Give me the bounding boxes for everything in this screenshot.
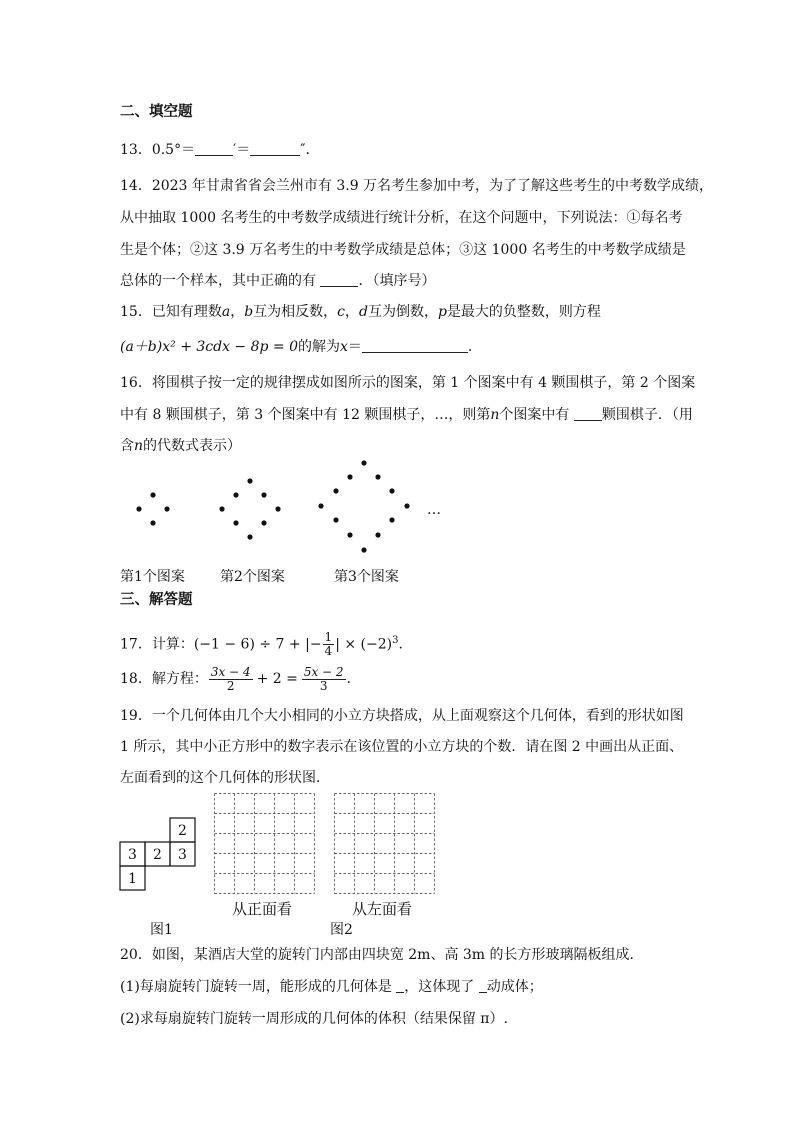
q14-blank-answer[interactable]	[320, 272, 358, 287]
q14-last-prefix: 总体的一个样本，其中正确的有	[120, 273, 316, 289]
q15-l1-b: 互为相反数，	[253, 304, 338, 320]
stone	[404, 503, 409, 508]
cell-count: 2	[153, 847, 162, 863]
q18-num-1: 3x − 4	[210, 664, 251, 679]
stone	[347, 474, 352, 479]
stone	[389, 517, 394, 522]
q15-line-2	[120, 337, 482, 357]
q17-frac-num: 1	[324, 630, 333, 645]
q15-end: ．	[467, 339, 482, 355]
figure-1-caption: 图1	[150, 922, 173, 938]
q17-expr-b: | × (−2)	[335, 636, 393, 653]
stone	[219, 506, 224, 511]
stone	[261, 520, 266, 525]
q18-end: ．	[346, 671, 361, 687]
stone	[333, 517, 338, 522]
stone	[375, 532, 380, 537]
q15-var-d: d	[359, 304, 368, 320]
q15-line-1	[120, 302, 601, 322]
stone	[333, 488, 338, 493]
q17-end: ．	[398, 636, 413, 653]
q16-line-2	[120, 405, 693, 425]
q15-var-b: b	[244, 304, 254, 320]
section-heading-solve: 三、解答题	[120, 592, 193, 608]
q16-line-3	[120, 436, 241, 456]
cell-count: 1	[128, 871, 137, 887]
q20-line-1: 20．如图，某酒店大堂的旋转门内部由四块宽 2m、高 3m 的长方形玻璃隔板组成．	[120, 947, 644, 963]
q16-l2-b: 个图案中有	[499, 407, 570, 423]
q16-line-1: 16．将围棋子按一定的规律摆成如图所示的图案，第 1 个图案中有 4 颗围棋子，第 2 个图案	[120, 375, 696, 391]
q13-prefix: 13．0.5°＝	[120, 142, 196, 158]
q15-var-a: a	[221, 304, 231, 320]
q14-line-4	[120, 271, 435, 291]
pattern-caption-3: 第3个图案	[334, 569, 399, 585]
stone	[389, 488, 394, 493]
figure-1-top-view	[118, 817, 218, 897]
q14-line-2: 从中抽取 1000 名考生的中考数学成绩进行统计分析，在这个问题中，下列说法：①每名考	[120, 210, 683, 226]
q17-expr-a: (−1 − 6) ÷ 7 + |−	[193, 636, 322, 653]
q19-line-3: 左面看到的这个几何体的形状图．	[120, 770, 330, 786]
q16-l3-a: 含	[120, 438, 134, 454]
stone	[150, 492, 155, 497]
q13-minute-mark: ′＝	[233, 142, 251, 158]
section-heading-fill-blank: 二、填空题	[120, 104, 193, 120]
front-view-grid[interactable]	[214, 793, 315, 894]
cell-count: 3	[178, 847, 187, 863]
stone	[375, 474, 380, 479]
q13-second-mark: ″．	[300, 142, 320, 158]
q16-var-n: n	[490, 407, 500, 423]
cell-count: 3	[128, 847, 137, 863]
q15-l1-c: 互为倒数，	[367, 304, 438, 320]
stone	[164, 506, 169, 511]
q15-equation: (a＋b)x² + 3cdx − 8p = 0	[120, 339, 299, 355]
pattern-caption-1: 第1个图案	[120, 569, 185, 585]
question-18	[120, 664, 361, 694]
stone	[247, 534, 252, 539]
stone	[247, 478, 252, 483]
stone	[361, 547, 366, 552]
q17-fraction	[323, 631, 335, 658]
q20-l2-b: ，这体现了	[404, 979, 475, 995]
q16-var-n-2: n	[134, 438, 144, 454]
q18-prefix: 18．解方程：	[120, 671, 208, 687]
stone	[233, 520, 238, 525]
q20-line-3: (2)求每扇旋转门旋转一周形成的几何体的体积（结果保留 π）.	[120, 1011, 508, 1027]
question-13	[120, 140, 320, 160]
q20-l2-a: (1)每扇旋转门旋转一周，能形成的几何体是	[120, 979, 392, 995]
q17-exponent: 3	[392, 635, 399, 646]
q15-eq-sign: ＝	[347, 339, 362, 355]
q15-sep-1: ，	[230, 304, 245, 320]
q14-line-3: 生是个体；②这 3.9 万名考生的中考数学成绩是总体；③这 1000 名考生的中考数学成绩是	[120, 242, 686, 258]
q16-l3-b: 的代数式表示）	[143, 438, 242, 454]
q16-l2-a: 中有 8 颗围棋子，第 3 个图案中有 12 颗围棋子，…，则第	[120, 407, 491, 423]
q13-blank-minutes[interactable]	[195, 141, 233, 156]
q15-l1-d: 是最大的负整数，则方程	[446, 304, 601, 320]
q19-line-1: 19．一个几何体由几个大小相同的小立方块搭成，从上面观察这个几何体，看到的形状如图	[120, 708, 684, 724]
q15-l2-mid: 的解为	[298, 339, 341, 355]
q15-l1-a: 15．已知有理数	[120, 304, 222, 320]
q20-line-2	[120, 977, 543, 997]
stone	[261, 492, 266, 497]
stone	[318, 503, 323, 508]
q17-prefix: 17．计算：	[120, 636, 194, 653]
q18-fraction-right	[302, 666, 346, 693]
q15-sep-2: ，	[345, 304, 359, 320]
stone	[136, 506, 141, 511]
q15-var-p: p	[437, 304, 447, 320]
stone	[233, 492, 238, 497]
q14-last-suffix: ．（填序号）	[358, 273, 436, 289]
q14-line-1: 14．2023 年甘肃省省会兰州市有 3.9 万名考生参加中考，为了了解这些考生的中考数学成绩，	[120, 178, 714, 194]
q15-var-c: c	[337, 304, 345, 320]
q19-line-2: 1 所示，其中小正方形中的数字表示在该位置的小立方块的个数．请在图 2 中画出从正面、	[120, 739, 684, 755]
q20-blank-motion[interactable]	[479, 978, 487, 993]
question-17	[120, 626, 413, 659]
q17-frac-den: 4	[324, 644, 333, 659]
stone	[150, 520, 155, 525]
q16-blank-answer[interactable]	[574, 406, 602, 421]
q18-fraction-left	[209, 666, 253, 693]
q15-blank-answer[interactable]	[362, 338, 468, 353]
left-view-label: 从左面看	[352, 900, 413, 918]
q20-l2-c: 动成体；	[486, 979, 543, 995]
stone	[275, 506, 280, 511]
pattern-ellipsis: …	[427, 502, 441, 518]
q15-var-x: x	[340, 339, 348, 355]
stone	[347, 532, 352, 537]
left-view-grid[interactable]	[334, 793, 435, 894]
pattern-caption-2: 第2个图案	[220, 569, 285, 585]
front-view-label: 从正面看	[232, 900, 293, 918]
q18-mid: + 2 =	[256, 671, 298, 687]
q13-blank-seconds[interactable]	[250, 141, 300, 156]
q16-l2-c: 颗围棋子．（用	[601, 407, 693, 423]
q18-den-2: 3	[319, 678, 328, 693]
cell-count: 2	[178, 823, 187, 839]
stone	[361, 460, 366, 465]
q18-den-1: 2	[226, 678, 235, 693]
figure-2-caption: 图2	[330, 922, 353, 938]
q18-num-2: 5x − 2	[303, 664, 344, 679]
